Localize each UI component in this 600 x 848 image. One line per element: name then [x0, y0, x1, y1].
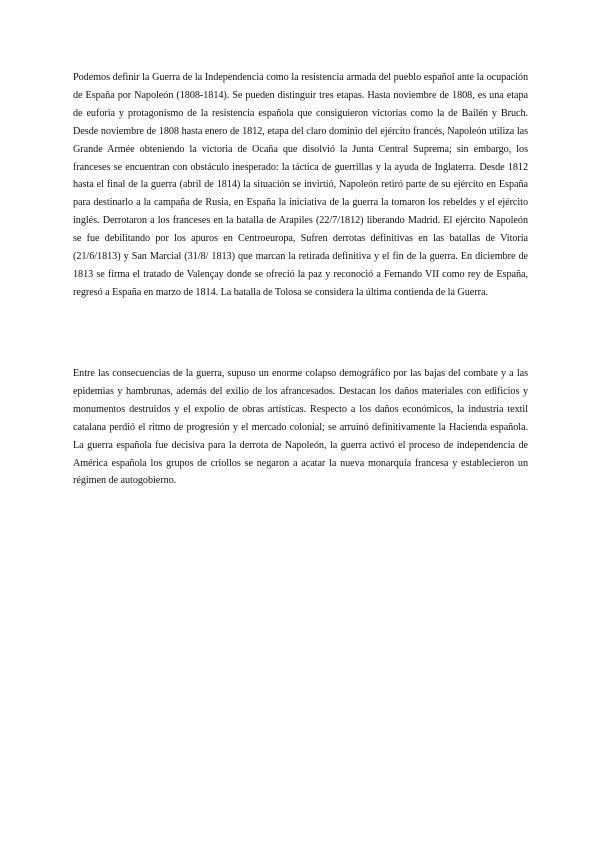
paragraph-consecuencias — [73, 365, 528, 490]
paragraph-text: Podemos definir la Guerra de la Independencia como la resistencia armada del pueblo español ante la ocupación de España por Napoleón (1808-1814). Se pueden distinguir tres etapas. Hasta noviembre de 1808, es una etapa de euforia y protagonismo de la resistencia española que consiguieron victorias como la de Bailén y Bruch. Desde noviembre de 1808 hasta enero de 1812, etapa del claro dominio del ejército francés, Napoleón utiliza las Grande Armée obteniendo la victoria de Ocaña que disolvió la Junta Central Suprema; sin embargo, los franceses se encuentran con obstáculo inesperado: la táctica de guerrillas y la ayuda de Inglaterra. Desde 1812 hasta el final de la guerra (abril de 1814) la situación se invirtió, Napoleón retiró parte de su ejército en España para destinarlo a la campaña de Rusia, en España la iniciativa de la guerra la tomaron los rebeldes y el ejército inglés. Derrotaron a los franceses en la batalla de Arapiles (22/7/1812) liberando Madrid. El ejército Napoleón se fue debilitando por los apuros en Centroeuropa, Sufren derrotas definitivas en las batallas de Vitoria (21/6/1813) y San Marcial (31/8/ 1813) que marcan la retirada definitiva y el fin de la guerra. En diciembre de 1813 se firma el tratado de Valençay donde se ofreció la paz y reconoció a Fernando VII como rey de España, regresó a España en marzo de 1814. La batalla de Tolosa se considera la última contienda de la Guerra. — [73, 72, 528, 298]
paragraph-text: Entre las consecuencias de la guerra, supuso un enorme colapso demográfico por las bajas del combate y a las epidemias y hambrunas, además del exilio de los afrancesados. Destacan los daños materiales con edificios y monumentos destruidos y el expolio de obras artísticas. Respecto a los daños económicos, la industria textil catalana perdió el ritmo de progresión y el mercado colonial; se arruinó definitivamente la Hacienda española. La guerra española fue decisiva para la derrota de Napoleón, la guerra activó el proceso de independencia de América española los grupos de criollos se negaron a acatar la nueva monarquía francesa y establecieron un régimen de autogobierno. — [73, 368, 528, 487]
paragraph-guerra-independencia — [73, 69, 528, 302]
